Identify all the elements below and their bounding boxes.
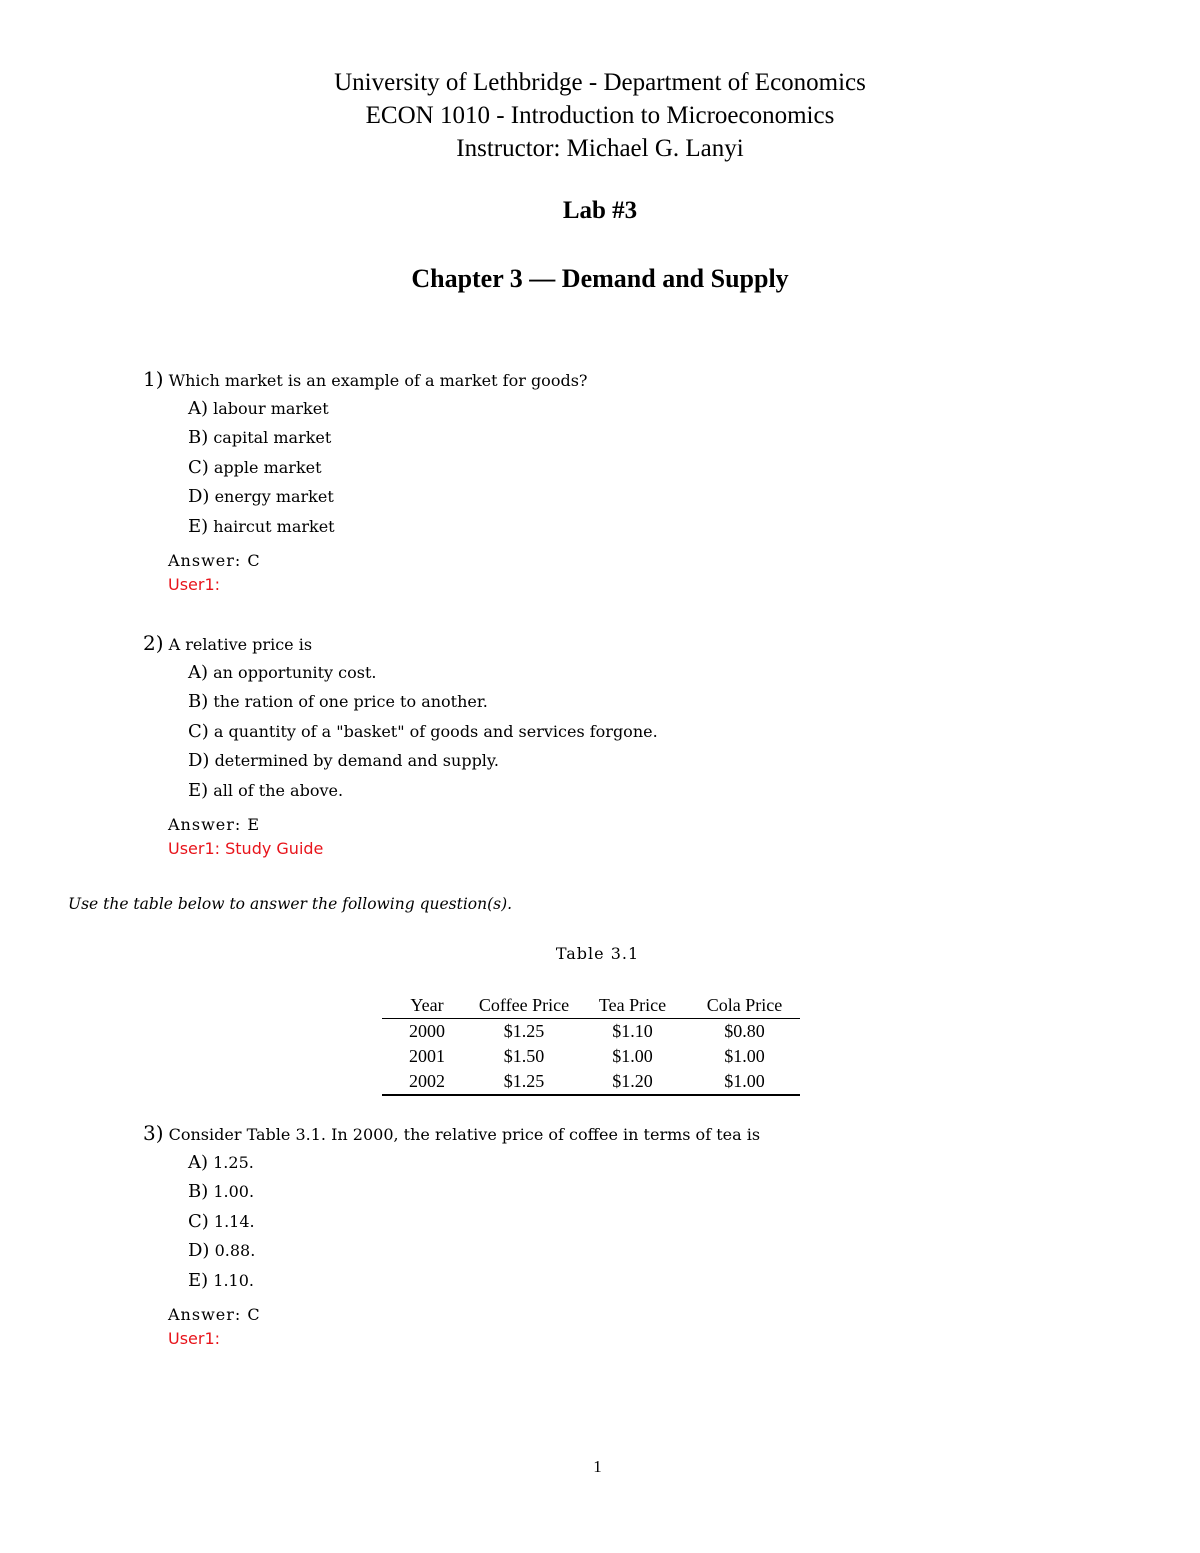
user-note: User1: Study Guide: [168, 838, 324, 858]
option-a: [143, 658, 658, 687]
option-letter: C): [188, 456, 209, 478]
option-text: 1.00.: [213, 1182, 255, 1202]
table-cell: 2000: [409, 1021, 445, 1041]
course-line: ECON 1010 - Introduction to Microeconomics: [365, 102, 835, 129]
option-letter: A): [188, 1152, 209, 1173]
table-cell: $0.80: [724, 1021, 765, 1041]
page-number: 1: [593, 1457, 602, 1476]
option-text: a quantity of a "basket" of goods and services forgone.: [213, 721, 658, 741]
option-letter: D): [188, 1240, 210, 1262]
question-2: [143, 629, 658, 861]
option-letter: C): [188, 1210, 209, 1232]
table-instruction: Use the table below to answer the following question(s).: [68, 895, 513, 913]
option-text: 1.10.: [213, 1270, 254, 1290]
question-text: Consider Table 3.1. In 2000, the relative price of coffee in terms of tea is: [168, 1125, 761, 1144]
option-text: the ration of one price to another.: [213, 692, 488, 712]
option-text: 0.88.: [214, 1241, 256, 1261]
question-stem: [143, 365, 587, 394]
option-letter: A): [188, 398, 209, 419]
option-text: capital market: [213, 428, 332, 448]
university-line: University of Lethbridge - Department of Economics: [334, 69, 866, 96]
question-text: A relative price is: [168, 635, 313, 654]
table-cell: 2002: [382, 1069, 472, 1095]
option-text: determined by demand and supply.: [214, 751, 499, 771]
option-d: [143, 1236, 760, 1265]
option-text: an opportunity cost.: [213, 663, 377, 682]
table-caption: Table 3.1: [555, 944, 640, 963]
column-header: Cola Price: [689, 993, 800, 1019]
user-note: User1:: [168, 574, 221, 594]
option-letter: E): [188, 1269, 209, 1291]
option-text: energy market: [214, 487, 334, 507]
option-text: apple market: [213, 457, 322, 477]
option-letter: E): [188, 515, 209, 537]
option-d: [143, 482, 587, 511]
answer-line: Answer: C: [168, 1304, 261, 1324]
option-b: [143, 687, 658, 716]
table-cell: $1.10: [612, 1021, 653, 1041]
option-c: [143, 1207, 760, 1236]
question-number: 3): [143, 1121, 164, 1145]
table-row: [382, 1019, 800, 1045]
option-letter: A): [188, 662, 209, 683]
question-number: 1): [143, 367, 164, 391]
lab-title: Lab #3: [562, 197, 638, 224]
answer-line: Answer: C: [168, 550, 261, 570]
table-cell: $1.00: [689, 1069, 800, 1095]
question-stem: [143, 1119, 760, 1148]
question-1: [143, 365, 587, 597]
option-letter: B): [188, 427, 209, 449]
option-c: [143, 717, 658, 746]
table-header-row: [382, 993, 800, 1019]
option-e: [143, 512, 587, 541]
option-letter: E): [188, 779, 209, 801]
table-cell: $1.00: [724, 1046, 765, 1066]
table-row: [382, 1044, 800, 1069]
option-c: [143, 453, 587, 482]
option-b: [143, 1177, 760, 1206]
table-cell: $1.20: [576, 1069, 689, 1095]
option-letter: D): [188, 750, 210, 772]
option-text: haircut market: [213, 516, 335, 536]
option-letter: C): [188, 720, 209, 742]
option-e: [143, 1266, 760, 1295]
option-d: [143, 746, 658, 775]
option-letter: B): [188, 691, 209, 713]
option-b: [143, 423, 587, 452]
option-text: all of the above.: [213, 780, 344, 800]
table-cell: $1.00: [612, 1046, 653, 1066]
table-cell: 2001: [409, 1046, 445, 1066]
option-a: [143, 394, 587, 423]
option-a: [143, 1148, 760, 1177]
table-cell: $1.50: [503, 1046, 545, 1066]
option-letter: B): [188, 1181, 209, 1203]
answer-line: Answer: E: [168, 814, 261, 834]
option-text: 1.25.: [213, 1153, 254, 1172]
column-header: Year: [382, 993, 472, 1019]
option-text: 1.14.: [213, 1211, 255, 1231]
question-stem: [143, 629, 658, 658]
question-text: Which market is an example of a market for goods?: [168, 371, 588, 390]
instructor-line: Instructor: Michael G. Lanyi: [456, 135, 744, 162]
column-header: Coffee Price: [472, 993, 576, 1019]
price-table: [382, 993, 800, 1096]
question-3: [143, 1119, 760, 1351]
option-text: labour market: [213, 399, 329, 418]
option-e: [143, 776, 658, 805]
option-letter: D): [188, 486, 210, 508]
question-number: 2): [143, 631, 164, 655]
user-note: User1:: [168, 1328, 221, 1348]
chapter-title: Chapter 3 — Demand and Supply: [411, 264, 789, 293]
document-header: [0, 66, 1200, 165]
column-header: Tea Price: [576, 993, 689, 1019]
table-cell: $1.25: [472, 1069, 576, 1095]
table-row: [382, 1069, 800, 1095]
table-cell: $1.25: [503, 1021, 545, 1041]
